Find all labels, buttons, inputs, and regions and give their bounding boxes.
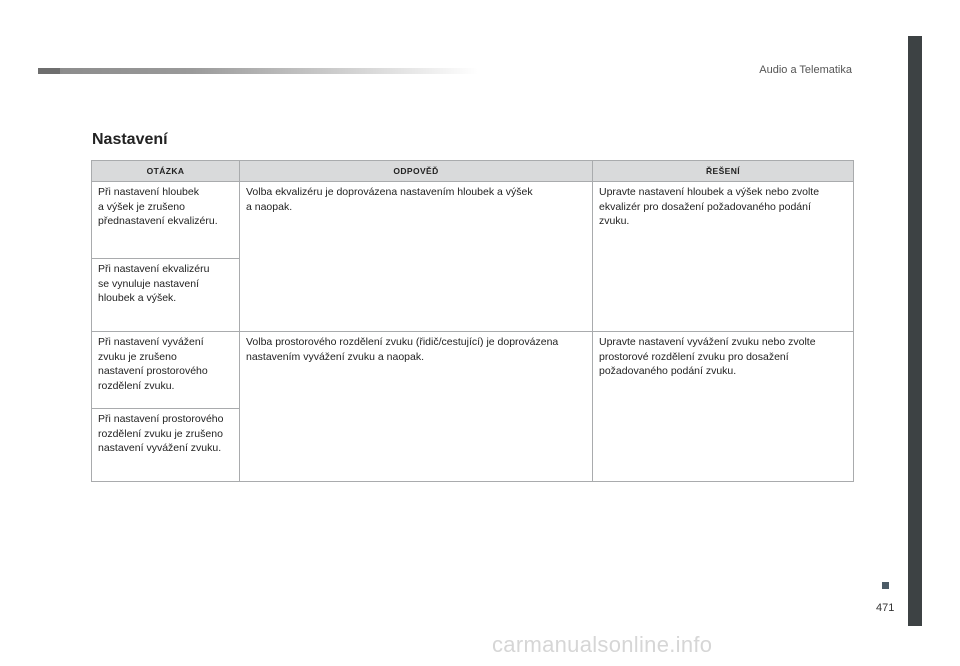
header-bar-accent	[38, 68, 60, 74]
question-text: Při nastavení vyvážení zvuku je zrušeno nastavení prostorového rozdělení zvuku.	[98, 336, 208, 392]
side-tab-bar	[908, 36, 922, 626]
table-header-row	[92, 161, 854, 182]
question-cell	[92, 259, 240, 332]
solution-cell	[593, 182, 854, 332]
question-cell	[92, 182, 240, 259]
answer-cell	[240, 332, 593, 482]
column-header-solution: ŘEŠENÍ	[593, 161, 854, 182]
header-decorative-bar	[38, 68, 478, 74]
column-header-answer: ODPOVĚĎ	[240, 161, 593, 182]
answer-text: Volba prostorového rozdělení zvuku (řidič/cestující) je doprovázena nastavením vyvážení zvuku a naopak.	[246, 336, 559, 363]
page-marker-square	[882, 582, 889, 589]
answer-text: Volba ekvalizéru je doprovázena nastavením hloubek a výšek a naopak.	[246, 186, 533, 213]
table-row	[92, 182, 854, 259]
question-text: Při nastavení prostorového rozdělení zvuku je zrušeno nastavení vyvážení zvuku.	[98, 413, 224, 454]
question-cell	[92, 332, 240, 409]
watermark: carmanualsonline.info	[492, 632, 713, 657]
section-title: Audio a Telematika	[759, 64, 852, 76]
page-title: Nastavení	[92, 131, 168, 148]
solution-text: Upravte nastavení hloubek a výšek nebo zvolte ekvalizér pro dosažení požadovaného podání zvuku.	[599, 186, 820, 227]
question-text: Při nastavení hloubek a výšek je zrušeno přednastavení ekvalizéru.	[98, 186, 218, 227]
column-header-question: OTÁZKA	[92, 161, 240, 182]
page-number: 471	[876, 602, 895, 614]
solution-text: Upravte nastavení vyvážení zvuku nebo zvolte prostorové rozdělení zvuku pro dosažení požadovaného podání zvuku.	[599, 336, 816, 377]
question-cell	[92, 409, 240, 482]
answer-cell	[240, 182, 593, 332]
table-row	[92, 332, 854, 409]
question-text: Při nastavení ekvalizéru se vynuluje nastavení hloubek a výšek.	[98, 263, 210, 304]
troubleshooting-table	[91, 160, 854, 482]
solution-cell	[593, 332, 854, 482]
